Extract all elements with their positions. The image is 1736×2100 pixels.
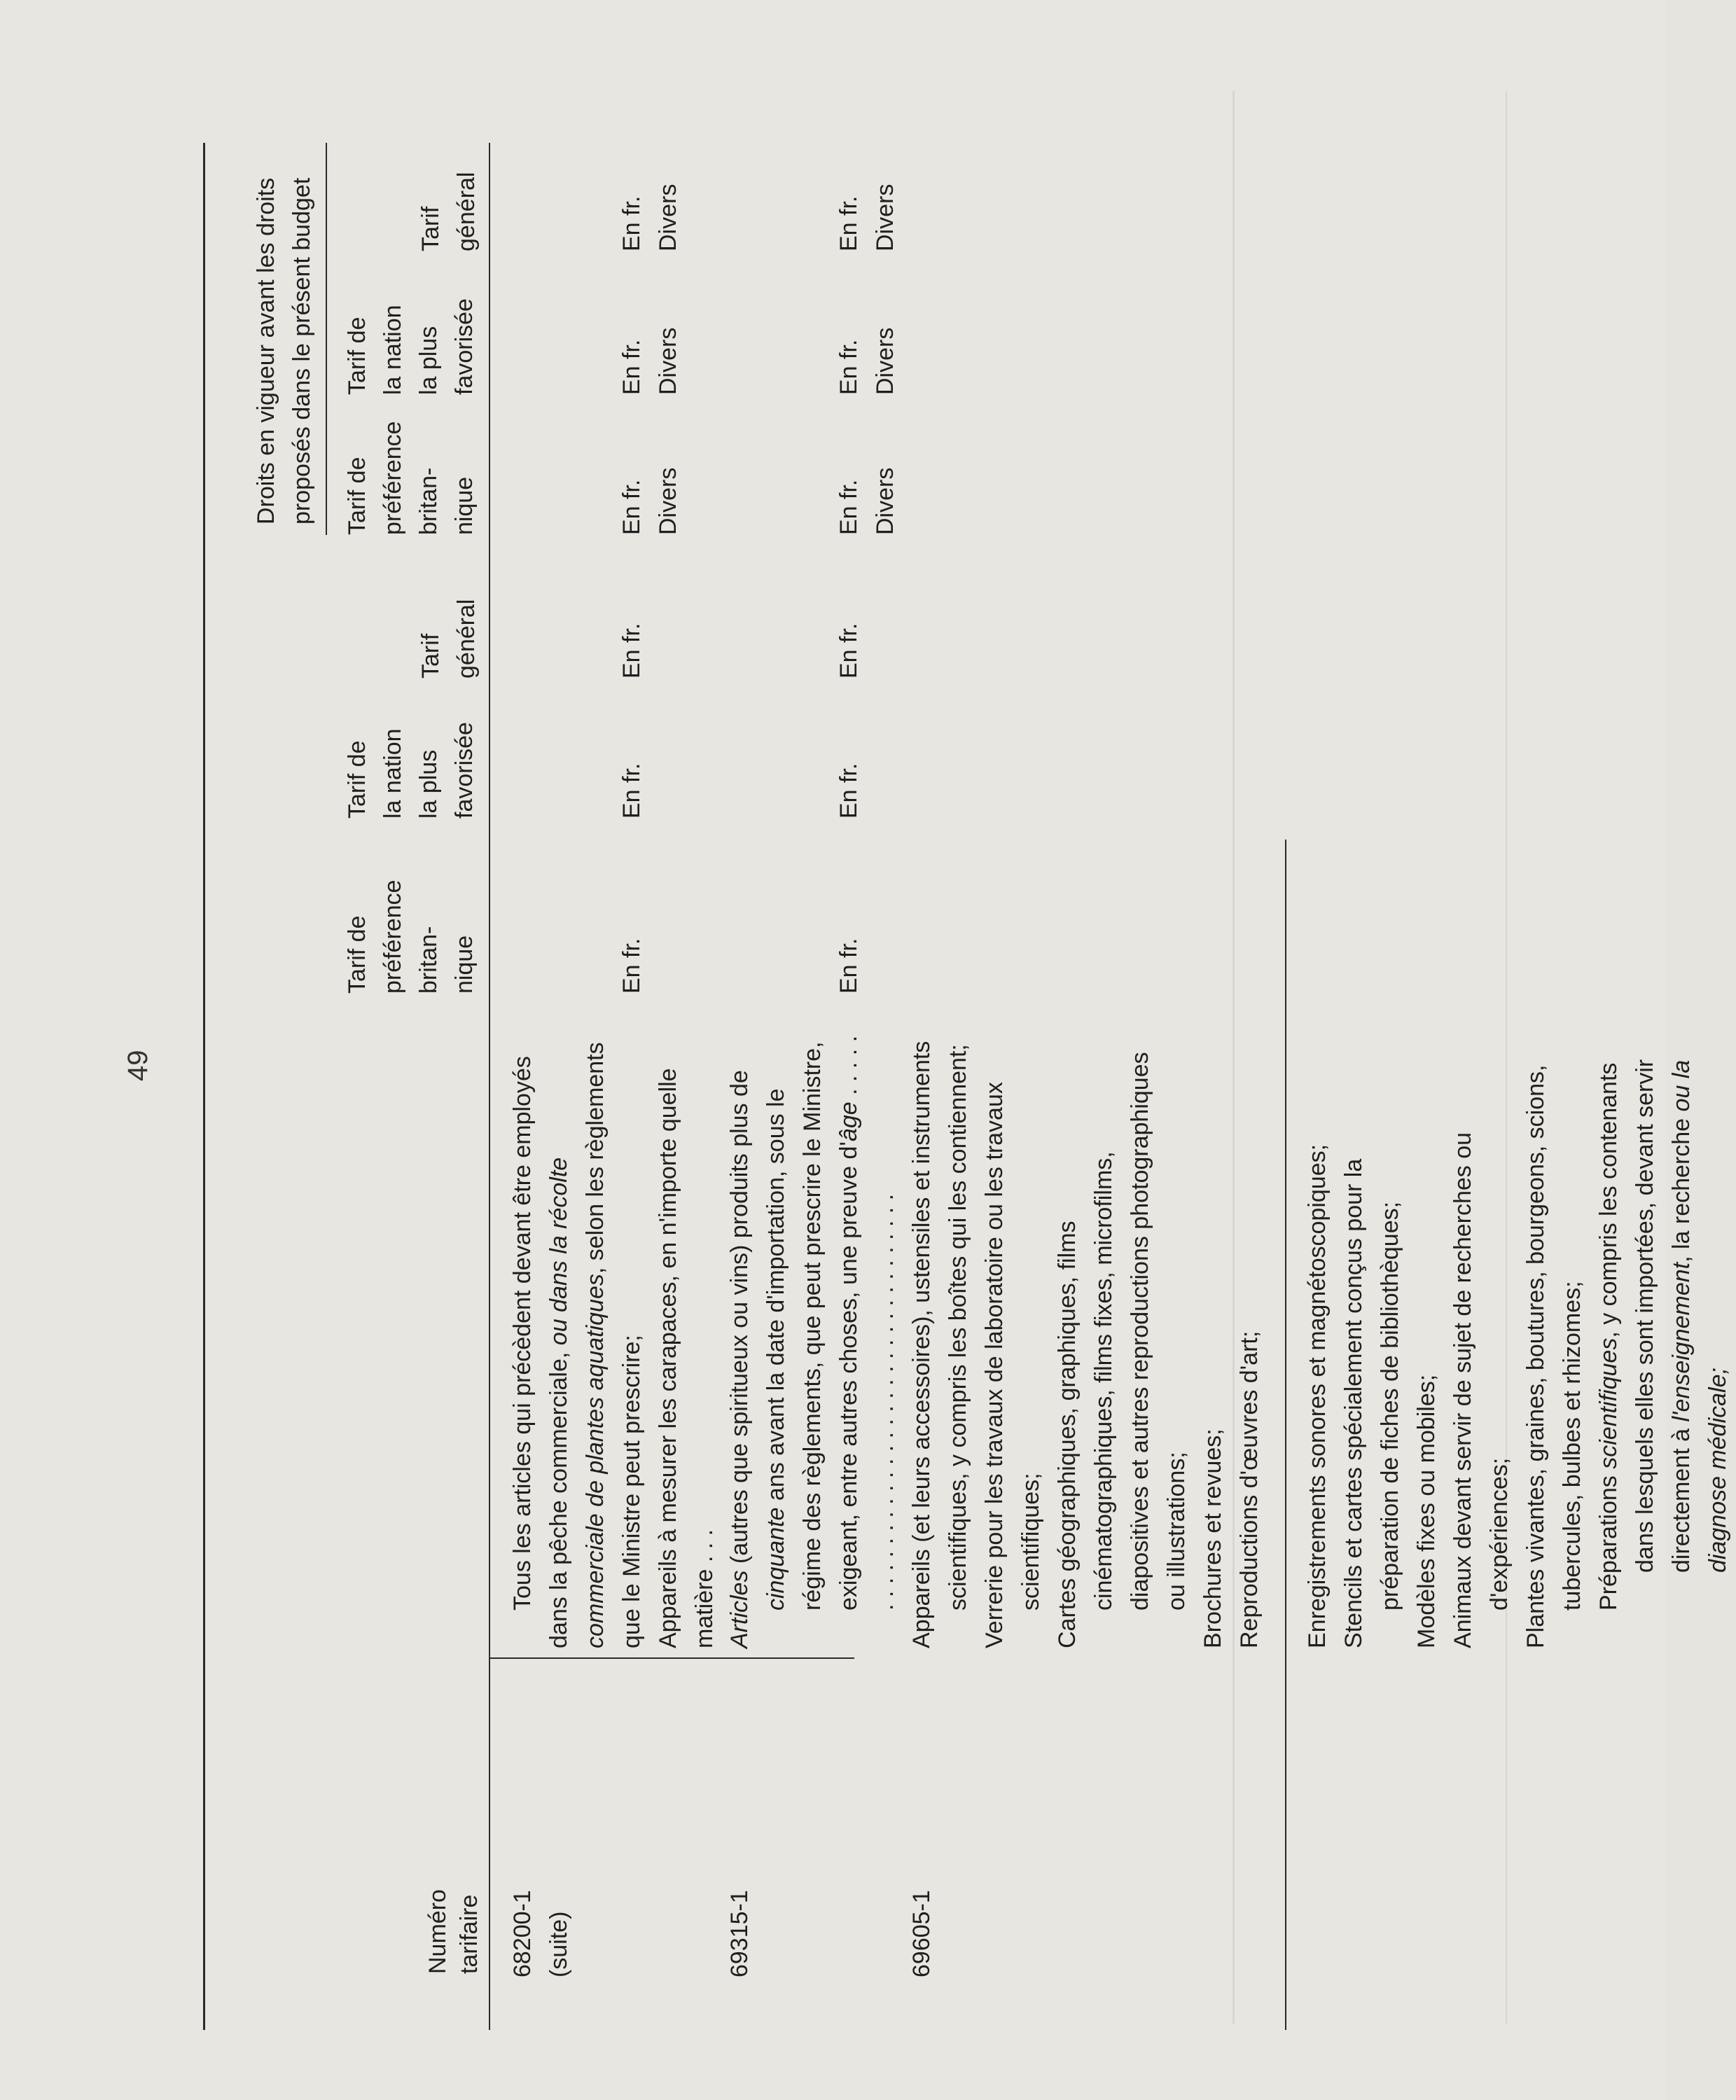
header-numero-line1: Numéro xyxy=(424,1889,451,1974)
header-tarif-nation xyxy=(340,722,482,819)
row-68200-1-general: En fr. xyxy=(618,623,645,679)
text-segment: Modèles fixes ou mobiles; xyxy=(1413,1374,1440,1648)
header-old-tarif-general xyxy=(413,172,485,251)
header-line: la nation xyxy=(380,728,406,819)
desc-line xyxy=(1408,1032,1445,1648)
desc-line xyxy=(1049,1032,1195,1648)
tariff-code-68200-1: 68200-1 xyxy=(509,1890,536,1977)
tariff-code-69605-1: 69605-1 xyxy=(908,1890,935,1977)
value-line: En fr. xyxy=(618,339,645,395)
header-line: nique xyxy=(451,476,478,535)
row-69315-1-pref: En fr. xyxy=(835,938,862,994)
header-numero-2 xyxy=(452,1895,487,1974)
header-line: favorisée xyxy=(451,298,478,395)
text-segment: Cartes géographiques, graphiques, films cinématographiques, films fixes, microfilms, diapositives et autres reproductions photographiques ou illustrations; xyxy=(1054,1052,1190,1648)
desc-line xyxy=(1445,1032,1518,1648)
row-68200-1-old-pref xyxy=(613,468,686,535)
text-segment: Stencils et cartes spécialement conçus pour la préparation de fiches de bibliothèques; xyxy=(1340,1158,1403,1648)
italic-segment: cinquante xyxy=(763,1507,789,1611)
header-line: Tarif de xyxy=(344,317,370,395)
italic-segment: Articles xyxy=(726,1570,753,1648)
row-69315-1-description xyxy=(721,1032,903,1648)
text-segment: Plantes vivantes, graines, boutures, bourgeons, scions, tubercules, bulbes et rhizomes; xyxy=(1522,1064,1585,1648)
header-line: préférence xyxy=(380,421,406,535)
header-old-tarif-pref xyxy=(340,421,482,535)
value-line: En fr. xyxy=(618,195,645,251)
text-segment: Tous les articles qui précèdent devant être employés dans la pêche commerciale, xyxy=(509,1056,572,1648)
desc-line xyxy=(650,1032,723,1648)
row-68200-1-description xyxy=(504,1032,723,1648)
value-line: Divers xyxy=(655,327,681,395)
text-segment: Enregistrements sonores et magnétoscopiques; xyxy=(1304,1143,1331,1648)
desc-line xyxy=(976,1032,1049,1648)
desc-line xyxy=(903,1032,976,1648)
text-segment: Verrerie pour les travaux de laboratoire ou les travaux scientifiques; xyxy=(981,1082,1044,1648)
value-line: Divers xyxy=(872,327,898,395)
italic-segment: l'enseignement xyxy=(1668,1262,1695,1422)
value-line: En fr. xyxy=(835,339,862,395)
header-tarif-general xyxy=(413,599,485,679)
value-line: En fr. xyxy=(835,479,862,535)
value-line: En fr. xyxy=(835,195,862,251)
desc-line xyxy=(1195,1032,1231,1648)
row-68200-1-nation: En fr. xyxy=(618,763,645,819)
header-line: favorisée xyxy=(451,722,478,819)
text-segment: . . . . . . . . . . . . . . . . . . . . . . . . . . . . . . . . . . . . . xyxy=(835,1035,898,1611)
desc-line xyxy=(1518,1032,1590,1648)
text-segment: Brochures et revues; xyxy=(1200,1428,1226,1648)
tariff-code-suffix: (suite) xyxy=(546,1911,572,1977)
value-line: Divers xyxy=(872,183,898,251)
text-segment: , y compris les contenants dans lesquels elles sont importées, devant servir directement à xyxy=(1595,1059,1695,1573)
row-68200-1-old-general xyxy=(613,184,686,251)
header-line: Tarif de xyxy=(344,457,370,535)
italic-segment: ou la diagnose médicale; xyxy=(1668,1059,1731,1573)
value-line: Divers xyxy=(655,183,681,251)
desc-line xyxy=(1231,1032,1268,1648)
row-divider xyxy=(1285,840,1286,2030)
header-numero xyxy=(420,1889,456,1974)
desc-line xyxy=(504,1032,650,1648)
value-line: Divers xyxy=(872,467,898,535)
header-line: la plus xyxy=(415,326,442,395)
row-69315-1-old-nation xyxy=(831,328,903,395)
text-segment: Reproductions d'œuvres d'art; xyxy=(1236,1330,1263,1648)
page-number: 49 xyxy=(123,1050,153,1081)
text-segment: , la recherche xyxy=(1668,1111,1695,1263)
droits-rule xyxy=(326,143,327,535)
row-69315-1-general: En fr. xyxy=(835,623,862,679)
row-68200-1-pref: En fr. xyxy=(618,938,645,994)
text-segment: Animaux devant servir de sujet de recherches ou d'expériences; xyxy=(1450,1132,1513,1648)
header-droits-vigueur xyxy=(249,178,320,524)
header-line: britan- xyxy=(415,926,442,994)
text-segment: ans avant la date d'importation, sous le régime des règlements, que peut prescrire le Ministre, exigeant, entre autres choses, une preuve d' xyxy=(763,1041,862,1611)
header-line: Tarif de xyxy=(344,740,370,819)
header-line: Tarif xyxy=(417,206,444,251)
text-segment: Appareils à mesurer les carapaces, en n'importe quelle matière . . . xyxy=(655,1068,718,1648)
row-69605-1-description-continued xyxy=(1299,1032,1736,1648)
row-69605-1-description xyxy=(903,1032,1268,1648)
italic-segment: ou dans la récolte commerciale de plantes aquatiques xyxy=(546,1157,609,1648)
header-line: général xyxy=(453,599,480,679)
header-line: Droits en vigueur avant les droits xyxy=(253,177,279,524)
row-69315-1-nation: En fr. xyxy=(835,763,862,819)
value-line: En fr. xyxy=(618,479,645,535)
row-69315-1-old-pref xyxy=(831,468,903,535)
header-line: Tarif xyxy=(417,633,444,679)
desc-line xyxy=(1299,1032,1335,1648)
header-line: britan- xyxy=(415,467,442,535)
desc-line xyxy=(1590,1032,1736,1648)
text-segment: , selon les règlements que le Ministre peut prescrire; xyxy=(582,1042,645,1648)
text-segment: Appareils (et leurs accessoires), ustensiles et instruments scientifiques, y compris les boîtes qui les contiennent; xyxy=(908,1041,971,1648)
row-68200-1-old-nation xyxy=(613,328,686,395)
header-line: général xyxy=(453,172,480,251)
text-segment: (autres que spiritueux ou vins) produits plus de xyxy=(726,1070,753,1571)
header-tarif-pref xyxy=(340,879,482,994)
italic-segment: scientifiques xyxy=(1595,1337,1622,1469)
value-line: Divers xyxy=(655,467,681,535)
header-old-tarif-nation xyxy=(340,298,482,395)
header-line: Tarif de xyxy=(344,915,370,994)
header-numero-line2: tarifaire xyxy=(456,1894,482,1974)
tariff-code-69315-1: 69315-1 xyxy=(726,1890,753,1977)
desc-line xyxy=(721,1032,903,1648)
header-line: nique xyxy=(451,935,478,994)
header-line: la nation xyxy=(380,305,406,395)
header-rule xyxy=(489,143,490,2030)
italic-segment: âge xyxy=(835,1101,862,1142)
header-line: préférence xyxy=(380,879,406,994)
desc-column-rule xyxy=(490,1657,854,1659)
top-rule xyxy=(203,143,205,2030)
header-line: la plus xyxy=(415,749,442,819)
desc-line xyxy=(1335,1032,1408,1648)
text-segment: Préparations xyxy=(1595,1468,1622,1611)
header-line: proposés dans le présent budget xyxy=(289,177,315,524)
row-69315-1-old-general xyxy=(831,184,903,251)
